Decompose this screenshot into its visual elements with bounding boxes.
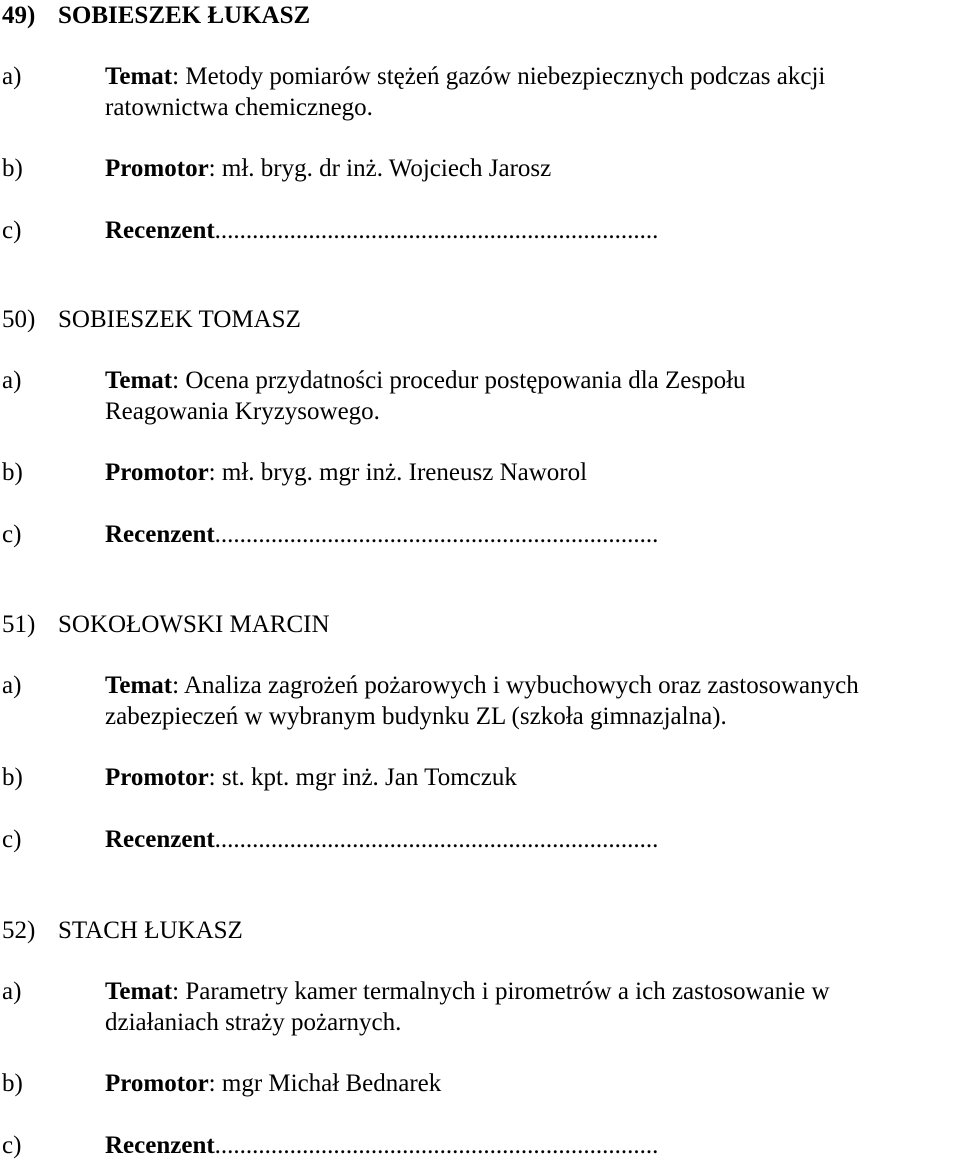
reviewer-label: Recenzent <box>105 826 215 853</box>
student-name: SOBIESZEK ŁUKASZ <box>58 2 311 29</box>
topic-text-line2: zabezpieczeń w wybranym budynku ZL (szkoła gimnazjalna). <box>105 703 727 730</box>
reviewer-label: Recenzent <box>105 1132 215 1159</box>
document-page: 49) SOBIESZEK ŁUKASZ a) Temat: Metody pomiarów stężeń gazów niebezpiecznych podczas akcji ratownictwa chemicznego. b) Promotor: mł. bryg. dr inż. Wojciech Jarosz c) Recenzent....................................................................... 50) SOBIESZEK TOMASZ a) Temat: Ocena przydatności procedur postępowania dla Zespołu Reagowania Kryzysowego. b) Promotor: mł. bryg. mgr inż. Ireneusz Naworol c) Recenzent....................................................................... 51) SOKOŁOWSKI MARCIN a) Temat: Analiza zagrożeń pożarowych i wybuchowych oraz zastosowanych zabezpieczeń w wybranym budynku ZL (szkoła gimnazjalna). b) Promotor: st. kpt. mgr inż. Jan Tomczuk c) Recenzent....................................................................... 52) STACH ŁUKASZ a) Temat: Parametry kamer termalnych i pirometrów a ich zastosowanie w działaniach straży pożarnych. b) Promotor: mgr Michał Bednarek c) Recenzent....................................................................... <box>2 2 859 1159</box>
entry-header <box>2 915 243 946</box>
topic-text-line1: Metody pomiarów stężeń gazów niebezpiecznych podczas akcji <box>185 63 826 90</box>
promoter-label: Promotor <box>105 764 209 791</box>
item-letter: c) <box>2 521 22 548</box>
entry-number: 51) <box>2 611 36 638</box>
item-letter: a) <box>2 672 22 699</box>
topic-text-line2: ratownictwa chemicznego. <box>105 94 373 121</box>
entry-header <box>2 609 330 640</box>
reviewer-blank: ....................................................................... <box>214 1132 659 1159</box>
topic-text-line2: Reagowania Kryzysowego. <box>105 398 380 425</box>
topic-text-line1: Analiza zagrożeń pożarowych i wybuchowych oraz zastosowanych <box>183 672 859 699</box>
promoter-name: st. kpt. mgr inż. Jan Tomczuk <box>221 764 517 791</box>
topic-label: Temat <box>105 978 173 1005</box>
topic-text-line1: Parametry kamer termalnych i pirometrów a ich zastosowanie w <box>185 978 830 1005</box>
student-name: STACH ŁUKASZ <box>58 917 243 944</box>
item-letter: b) <box>2 764 23 791</box>
reviewer-blank: ....................................................................... <box>214 217 659 244</box>
student-name: SOBIESZEK TOMASZ <box>58 306 301 333</box>
reviewer-label: Recenzent <box>105 521 215 548</box>
topic-label: Temat <box>105 367 173 394</box>
topic-label: Temat <box>105 63 173 90</box>
entry-header <box>2 0 310 31</box>
topic-text-line2: działaniach straży pożarnych. <box>105 1009 402 1036</box>
topic-label: Temat <box>105 672 173 699</box>
item-letter: a) <box>2 63 22 90</box>
item-letter: a) <box>2 367 22 394</box>
promoter-label: Promotor <box>105 1070 209 1097</box>
item-letter: c) <box>2 1132 22 1159</box>
entry-number: 52) <box>2 917 36 944</box>
promoter-label: Promotor <box>105 459 209 486</box>
promoter-name: mgr Michał Bednarek <box>221 1070 442 1097</box>
item-letter: b) <box>2 459 23 486</box>
promoter-name: mł. bryg. mgr inż. Ireneusz Naworol <box>221 459 588 486</box>
item-letter: c) <box>2 217 22 244</box>
item-letter: a) <box>2 978 22 1005</box>
entry-number: 50) <box>2 306 36 333</box>
reviewer-blank: ....................................................................... <box>214 521 659 548</box>
student-name: SOKOŁOWSKI MARCIN <box>58 611 330 638</box>
reviewer-blank: ....................................................................... <box>214 826 659 853</box>
entry-header <box>2 304 301 335</box>
item-letter: c) <box>2 826 22 853</box>
reviewer-label: Recenzent <box>105 217 215 244</box>
promoter-name: mł. bryg. dr inż. Wojciech Jarosz <box>221 155 552 182</box>
promoter-label: Promotor <box>105 155 209 182</box>
topic-text-line1: Ocena przydatności procedur postępowania dla Zespołu <box>185 367 746 394</box>
item-letter: b) <box>2 1070 23 1097</box>
entry-number: 49) <box>2 2 36 29</box>
item-letter: b) <box>2 155 23 182</box>
